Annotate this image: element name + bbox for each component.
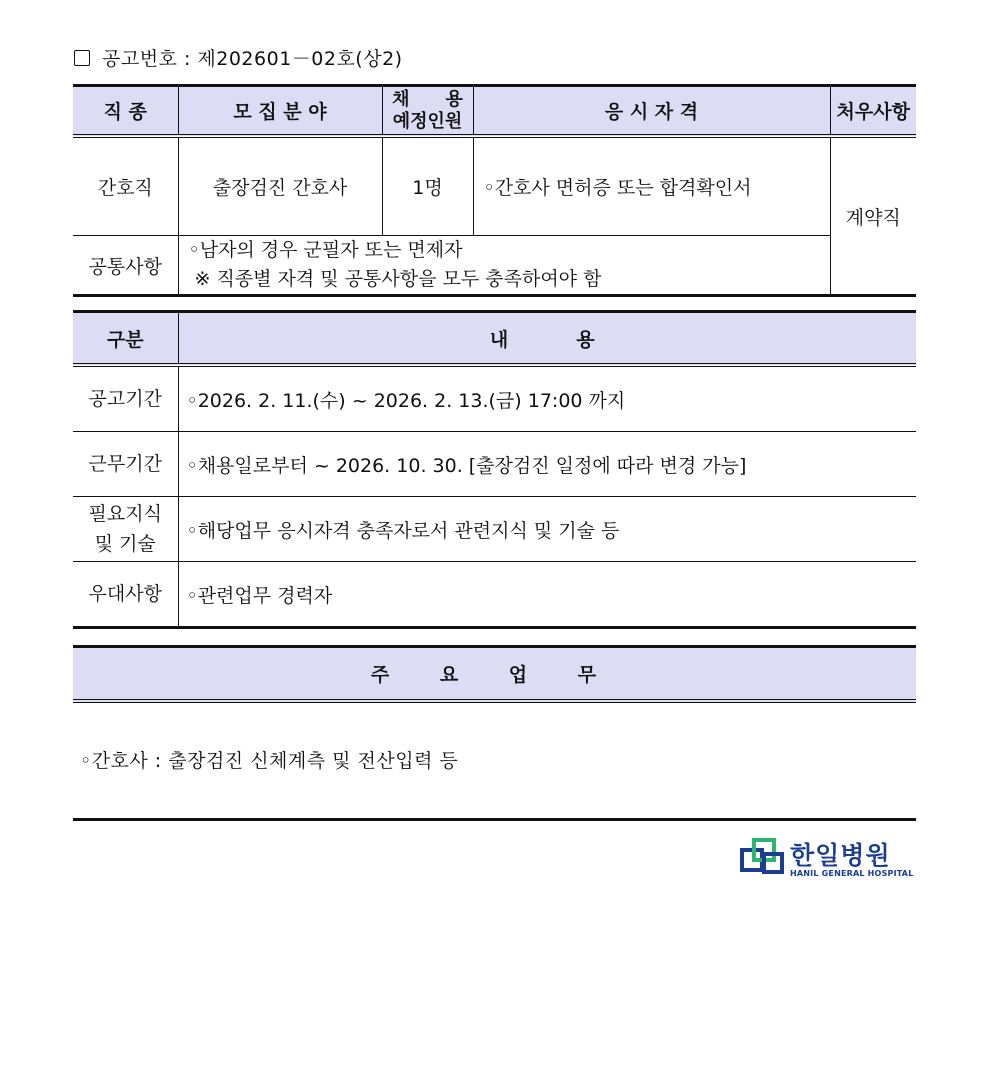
header-hire-count-bottom: 예정인원 [392,110,463,132]
table-row [73,562,916,628]
header-qualification: 응 시 자 격 [473,86,830,137]
row-value: ◦2026. 2. 11.(수) ~ 2026. 2. 13.(금) 17:00 까지 [178,365,916,432]
row-label: 우대사항 [73,562,178,628]
header-hire-count-top: 채 용 [392,88,463,110]
row-value: ◦관련업무 경력자 [178,562,916,628]
details-table [73,310,916,629]
cell-field: 출장검진 간호사 [178,136,382,236]
duty-item: ◦간호사 : 출장검진 신체계측 및 전산입력 등 [80,750,459,772]
table-row [73,136,916,236]
table-row [73,432,916,497]
notice-number [74,44,403,71]
hospital-cross-icon [740,836,786,882]
header-field: 모 집 분 야 [178,86,382,137]
bottom-divider [73,818,916,821]
common-line-1: ◦남자의 경우 군필자 또는 면제자 [188,239,463,261]
row-label: 근무기간 [73,432,178,497]
logo-korean-name: 한일병원 [790,841,891,870]
recruitment-table [73,84,916,297]
header-job-type: 직 종 [73,86,178,137]
table-row [73,497,916,562]
header-content: 내 용 [178,312,916,366]
logo-english-name: HANIL GENERAL HOSPITAL [790,869,914,878]
checkbox-icon [74,50,90,66]
cell-common-content [178,236,830,296]
row-label-line-2: 및 기술 [94,533,156,555]
duties-header: 주 요 업 무 [73,645,916,703]
row-value: ◦채용일로부터 ~ 2026. 10. 30. [출장검진 일정에 따라 변경 가능] [178,432,916,497]
row-label: 공고기간 [73,365,178,432]
cell-common-label: 공통사항 [73,236,178,296]
cell-count: 1명 [382,136,473,236]
table-row-common [73,236,916,296]
recruitment-table-header [73,86,916,137]
row-value: ◦해당업무 응시자격 충족자로서 관련지식 및 기술 등 [178,497,916,562]
header-treatment: 처우사항 [830,86,916,137]
cell-job-type: 간호직 [73,136,178,236]
details-table-header [73,312,916,366]
row-label-line-1: 필요지식 [88,503,162,525]
hospital-logo [740,836,916,882]
common-line-2: ※ 직종별 자격 및 공통사항을 모두 충족하여야 함 [194,268,602,290]
notice-number-text: 공고번호 : 제202601－02호(상2) [102,48,403,70]
header-hire-count [382,86,473,137]
cell-treatment: 계약직 [830,136,916,296]
row-label [73,497,178,562]
cell-qualification: ◦간호사 면허증 또는 합격확인서 [473,136,830,236]
header-category: 구분 [73,312,178,366]
table-row [73,365,916,432]
